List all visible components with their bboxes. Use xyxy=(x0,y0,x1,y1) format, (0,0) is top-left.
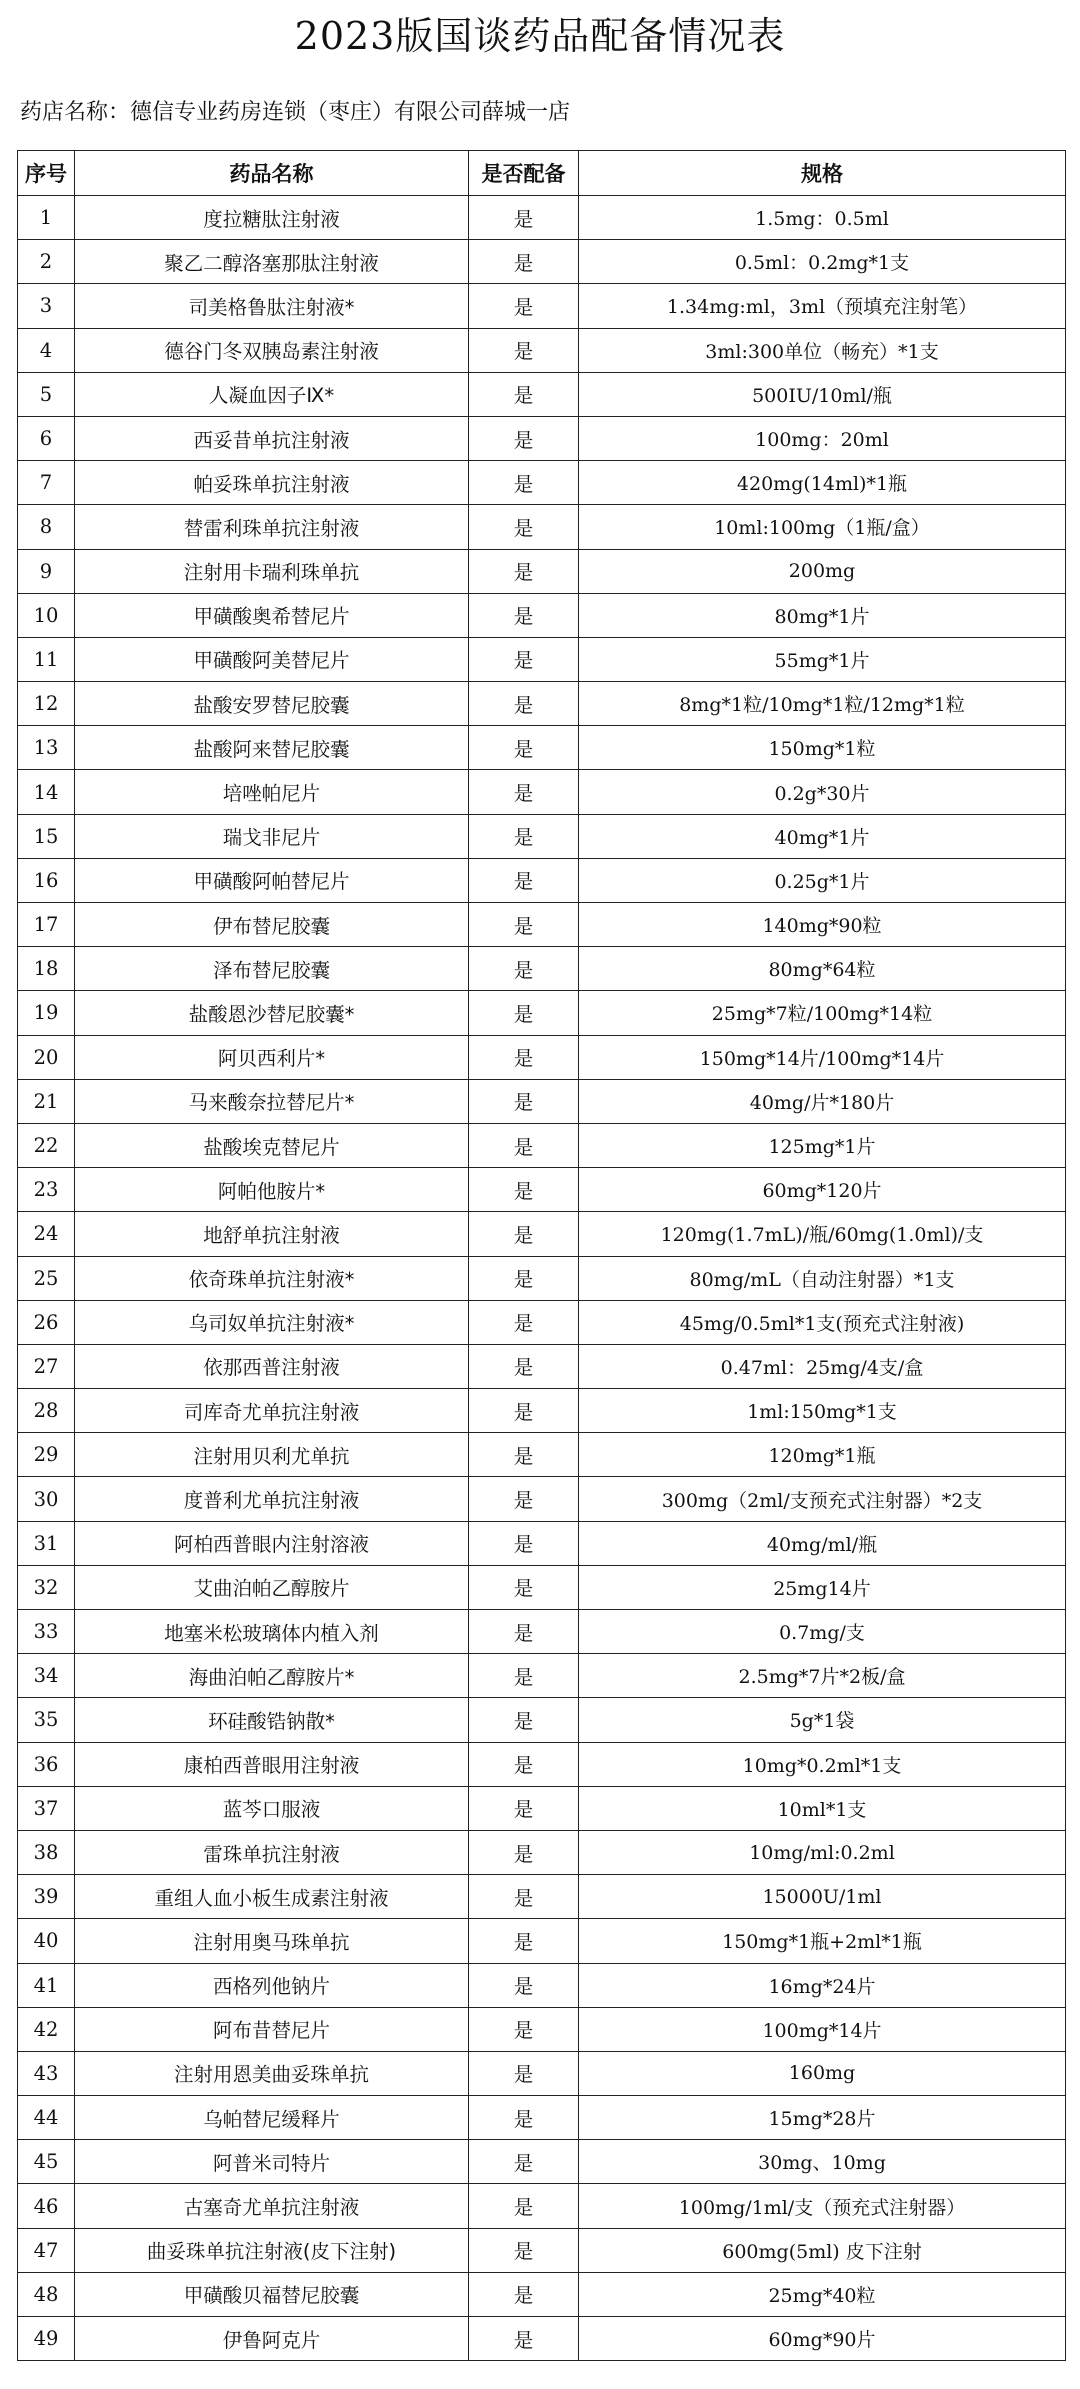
cell-stocked: 是 xyxy=(469,770,579,814)
cell-no: 21 xyxy=(18,1079,75,1123)
cell-stocked: 是 xyxy=(469,240,579,284)
drug-table xyxy=(17,150,1066,2361)
table-row xyxy=(18,1565,1066,1609)
cell-no: 33 xyxy=(18,1610,75,1654)
header-no: 序号 xyxy=(18,151,75,196)
cell-stocked: 是 xyxy=(469,2272,579,2316)
cell-stocked: 是 xyxy=(469,637,579,681)
cell-no: 13 xyxy=(18,726,75,770)
cell-spec: 1.5mg：0.5ml xyxy=(579,196,1066,240)
cell-no: 8 xyxy=(18,505,75,549)
table-row xyxy=(18,770,1066,814)
cell-stocked: 是 xyxy=(469,1875,579,1919)
cell-stocked: 是 xyxy=(469,1123,579,1167)
cell-spec: 25mg*7粒/100mg*14粒 xyxy=(579,991,1066,1035)
cell-spec: 100mg：20ml xyxy=(579,416,1066,460)
cell-stocked: 是 xyxy=(469,1035,579,1079)
cell-spec: 60mg*90片 xyxy=(579,2317,1066,2361)
cell-no: 20 xyxy=(18,1035,75,1079)
cell-drug-name: 西格列他钠片 xyxy=(75,1963,469,2007)
header-stocked: 是否配备 xyxy=(469,151,579,196)
cell-spec: 25mg*40粒 xyxy=(579,2272,1066,2316)
cell-no: 48 xyxy=(18,2272,75,2316)
cell-no: 47 xyxy=(18,2228,75,2272)
cell-drug-name: 西妥昔单抗注射液 xyxy=(75,416,469,460)
cell-spec: 55mg*1片 xyxy=(579,637,1066,681)
cell-stocked: 是 xyxy=(469,2007,579,2051)
cell-spec: 10mg*0.2ml*1支 xyxy=(579,1742,1066,1786)
store-name-line: 药店名称：德信专业药房连锁（枣庄）有限公司薛城一店 xyxy=(20,100,571,125)
table-row xyxy=(18,1123,1066,1167)
cell-stocked: 是 xyxy=(469,549,579,593)
cell-stocked: 是 xyxy=(469,2228,579,2272)
cell-spec: 40mg/ml/瓶 xyxy=(579,1521,1066,1565)
table-row xyxy=(18,1256,1066,1300)
cell-no: 44 xyxy=(18,2096,75,2140)
cell-spec: 2.5mg*7片*2板/盒 xyxy=(579,1654,1066,1698)
table-row xyxy=(18,991,1066,1035)
cell-stocked: 是 xyxy=(469,593,579,637)
cell-no: 27 xyxy=(18,1344,75,1388)
cell-no: 28 xyxy=(18,1389,75,1433)
table-body xyxy=(18,196,1066,2361)
cell-spec: 200mg xyxy=(579,549,1066,593)
cell-stocked: 是 xyxy=(469,682,579,726)
table-row xyxy=(18,1963,1066,2007)
cell-no: 18 xyxy=(18,947,75,991)
cell-drug-name: 盐酸安罗替尼胶囊 xyxy=(75,682,469,726)
cell-stocked: 是 xyxy=(469,1919,579,1963)
cell-stocked: 是 xyxy=(469,1565,579,1609)
cell-stocked: 是 xyxy=(469,416,579,460)
table-row xyxy=(18,461,1066,505)
cell-drug-name: 盐酸阿来替尼胶囊 xyxy=(75,726,469,770)
table-row xyxy=(18,1875,1066,1919)
cell-stocked: 是 xyxy=(469,1830,579,1874)
table-row xyxy=(18,682,1066,726)
cell-stocked: 是 xyxy=(469,1433,579,1477)
table-row xyxy=(18,1433,1066,1477)
cell-spec: 45mg/0.5ml*1支(预充式注射液) xyxy=(579,1300,1066,1344)
cell-drug-name: 盐酸埃克替尼片 xyxy=(75,1123,469,1167)
cell-stocked: 是 xyxy=(469,2051,579,2095)
cell-spec: 100mg/1ml/支（预充式注射器） xyxy=(579,2184,1066,2228)
cell-drug-name: 司美格鲁肽注射液* xyxy=(75,284,469,328)
cell-no: 43 xyxy=(18,2051,75,2095)
cell-stocked: 是 xyxy=(469,1212,579,1256)
cell-spec: 300mg（2ml/支预充式注射器）*2支 xyxy=(579,1477,1066,1521)
cell-spec: 0.2g*30片 xyxy=(579,770,1066,814)
cell-spec: 100mg*14片 xyxy=(579,2007,1066,2051)
cell-drug-name: 甲磺酸阿帕替尼片 xyxy=(75,858,469,902)
table-row xyxy=(18,1389,1066,1433)
cell-stocked: 是 xyxy=(469,461,579,505)
table-row xyxy=(18,1919,1066,1963)
cell-stocked: 是 xyxy=(469,1168,579,1212)
cell-no: 40 xyxy=(18,1919,75,1963)
cell-no: 12 xyxy=(18,682,75,726)
cell-no: 38 xyxy=(18,1830,75,1874)
table-row xyxy=(18,903,1066,947)
header-spec: 规格 xyxy=(579,151,1066,196)
table-row xyxy=(18,1079,1066,1123)
cell-drug-name: 聚乙二醇洛塞那肽注射液 xyxy=(75,240,469,284)
table-row xyxy=(18,1212,1066,1256)
cell-drug-name: 阿布昔替尼片 xyxy=(75,2007,469,2051)
cell-spec: 120mg(1.7mL)/瓶/60mg(1.0ml)/支 xyxy=(579,1212,1066,1256)
cell-drug-name: 注射用贝利尤单抗 xyxy=(75,1433,469,1477)
cell-drug-name: 培唑帕尼片 xyxy=(75,770,469,814)
cell-no: 7 xyxy=(18,461,75,505)
table-row xyxy=(18,947,1066,991)
cell-spec: 15000U/1ml xyxy=(579,1875,1066,1919)
table-row xyxy=(18,1698,1066,1742)
cell-stocked: 是 xyxy=(469,1698,579,1742)
table-row xyxy=(18,240,1066,284)
table-row xyxy=(18,1830,1066,1874)
cell-no: 17 xyxy=(18,903,75,947)
cell-drug-name: 注射用奥马珠单抗 xyxy=(75,1919,469,1963)
cell-stocked: 是 xyxy=(469,328,579,372)
cell-no: 32 xyxy=(18,1565,75,1609)
cell-no: 36 xyxy=(18,1742,75,1786)
cell-drug-name: 地塞米松玻璃体内植入剂 xyxy=(75,1610,469,1654)
cell-drug-name: 阿普米司特片 xyxy=(75,2140,469,2184)
cell-drug-name: 注射用恩美曲妥珠单抗 xyxy=(75,2051,469,2095)
cell-no: 24 xyxy=(18,1212,75,1256)
cell-spec: 80mg*1片 xyxy=(579,593,1066,637)
cell-spec: 30mg、10mg xyxy=(579,2140,1066,2184)
table-row xyxy=(18,1610,1066,1654)
cell-spec: 3ml:300单位（畅充）*1支 xyxy=(579,328,1066,372)
cell-drug-name: 替雷利珠单抗注射液 xyxy=(75,505,469,549)
cell-no: 3 xyxy=(18,284,75,328)
cell-spec: 10ml*1支 xyxy=(579,1786,1066,1830)
cell-spec: 150mg*1粒 xyxy=(579,726,1066,770)
cell-drug-name: 人凝血因子Ⅸ* xyxy=(75,372,469,416)
cell-no: 49 xyxy=(18,2317,75,2361)
table-row xyxy=(18,2140,1066,2184)
cell-drug-name: 重组人血小板生成素注射液 xyxy=(75,1875,469,1919)
cell-drug-name: 环硅酸锆钠散* xyxy=(75,1698,469,1742)
table-row xyxy=(18,814,1066,858)
cell-no: 5 xyxy=(18,372,75,416)
cell-stocked: 是 xyxy=(469,903,579,947)
cell-spec: 120mg*1瓶 xyxy=(579,1433,1066,1477)
cell-drug-name: 瑞戈非尼片 xyxy=(75,814,469,858)
table-row xyxy=(18,1300,1066,1344)
table-row xyxy=(18,328,1066,372)
table-row xyxy=(18,2051,1066,2095)
cell-no: 39 xyxy=(18,1875,75,1919)
header-drug-name: 药品名称 xyxy=(75,151,469,196)
cell-drug-name: 艾曲泊帕乙醇胺片 xyxy=(75,1565,469,1609)
cell-stocked: 是 xyxy=(469,1963,579,2007)
cell-stocked: 是 xyxy=(469,505,579,549)
cell-stocked: 是 xyxy=(469,2096,579,2140)
cell-spec: 40mg/片*180片 xyxy=(579,1079,1066,1123)
cell-stocked: 是 xyxy=(469,1300,579,1344)
cell-spec: 600mg(5ml) 皮下注射 xyxy=(579,2228,1066,2272)
cell-spec: 1ml:150mg*1支 xyxy=(579,1389,1066,1433)
cell-spec: 16mg*24片 xyxy=(579,1963,1066,2007)
cell-no: 11 xyxy=(18,637,75,681)
cell-no: 25 xyxy=(18,1256,75,1300)
table-row xyxy=(18,1168,1066,1212)
cell-stocked: 是 xyxy=(469,1477,579,1521)
table-row xyxy=(18,505,1066,549)
table-row xyxy=(18,2317,1066,2361)
cell-drug-name: 康柏西普眼用注射液 xyxy=(75,1742,469,1786)
table-row xyxy=(18,2228,1066,2272)
cell-drug-name: 伊鲁阿克片 xyxy=(75,2317,469,2361)
cell-no: 2 xyxy=(18,240,75,284)
table-row xyxy=(18,2007,1066,2051)
cell-spec: 0.47ml：25mg/4支/盒 xyxy=(579,1344,1066,1388)
cell-stocked: 是 xyxy=(469,991,579,1035)
cell-drug-name: 度普利尤单抗注射液 xyxy=(75,1477,469,1521)
cell-drug-name: 帕妥珠单抗注射液 xyxy=(75,461,469,505)
cell-drug-name: 注射用卡瑞利珠单抗 xyxy=(75,549,469,593)
cell-drug-name: 司库奇尤单抗注射液 xyxy=(75,1389,469,1433)
table-row xyxy=(18,372,1066,416)
cell-spec: 420mg(14ml)*1瓶 xyxy=(579,461,1066,505)
table-row xyxy=(18,858,1066,902)
cell-spec: 0.7mg/支 xyxy=(579,1610,1066,1654)
table-row xyxy=(18,726,1066,770)
cell-stocked: 是 xyxy=(469,284,579,328)
table-row xyxy=(18,284,1066,328)
table-row xyxy=(18,196,1066,240)
cell-no: 46 xyxy=(18,2184,75,2228)
cell-drug-name: 伊布替尼胶囊 xyxy=(75,903,469,947)
cell-no: 31 xyxy=(18,1521,75,1565)
cell-drug-name: 阿帕他胺片* xyxy=(75,1168,469,1212)
cell-stocked: 是 xyxy=(469,1786,579,1830)
cell-stocked: 是 xyxy=(469,947,579,991)
cell-drug-name: 蓝芩口服液 xyxy=(75,1786,469,1830)
cell-spec: 80mg/mL（自动注射器）*1支 xyxy=(579,1256,1066,1300)
cell-no: 29 xyxy=(18,1433,75,1477)
cell-spec: 10mg/ml:0.2ml xyxy=(579,1830,1066,1874)
table-row xyxy=(18,1477,1066,1521)
cell-stocked: 是 xyxy=(469,1079,579,1123)
cell-no: 35 xyxy=(18,1698,75,1742)
cell-no: 23 xyxy=(18,1168,75,1212)
cell-drug-name: 度拉糖肽注射液 xyxy=(75,196,469,240)
cell-stocked: 是 xyxy=(469,196,579,240)
table-row xyxy=(18,2272,1066,2316)
cell-no: 15 xyxy=(18,814,75,858)
cell-no: 9 xyxy=(18,549,75,593)
cell-spec: 160mg xyxy=(579,2051,1066,2095)
cell-drug-name: 阿柏西普眼内注射溶液 xyxy=(75,1521,469,1565)
cell-stocked: 是 xyxy=(469,1389,579,1433)
cell-no: 14 xyxy=(18,770,75,814)
cell-stocked: 是 xyxy=(469,372,579,416)
cell-spec: 125mg*1片 xyxy=(579,1123,1066,1167)
cell-no: 1 xyxy=(18,196,75,240)
cell-no: 34 xyxy=(18,1654,75,1698)
cell-spec: 60mg*120片 xyxy=(579,1168,1066,1212)
cell-spec: 150mg*1瓶+2ml*1瓶 xyxy=(579,1919,1066,1963)
cell-spec: 40mg*1片 xyxy=(579,814,1066,858)
cell-spec: 15mg*28片 xyxy=(579,2096,1066,2140)
cell-no: 42 xyxy=(18,2007,75,2051)
cell-spec: 25mg14片 xyxy=(579,1565,1066,1609)
table-row xyxy=(18,1742,1066,1786)
cell-no: 30 xyxy=(18,1477,75,1521)
table-row xyxy=(18,549,1066,593)
cell-spec: 80mg*64粒 xyxy=(579,947,1066,991)
cell-stocked: 是 xyxy=(469,2140,579,2184)
cell-spec: 10ml:100mg（1瓶/盒） xyxy=(579,505,1066,549)
cell-drug-name: 依那西普注射液 xyxy=(75,1344,469,1388)
cell-drug-name: 雷珠单抗注射液 xyxy=(75,1830,469,1874)
cell-drug-name: 盐酸恩沙替尼胶囊* xyxy=(75,991,469,1035)
cell-drug-name: 甲磺酸阿美替尼片 xyxy=(75,637,469,681)
cell-no: 6 xyxy=(18,416,75,460)
cell-no: 41 xyxy=(18,1963,75,2007)
cell-drug-name: 乌帕替尼缓释片 xyxy=(75,2096,469,2140)
table-header-row xyxy=(18,151,1066,196)
cell-stocked: 是 xyxy=(469,726,579,770)
cell-drug-name: 阿贝西利片* xyxy=(75,1035,469,1079)
table-row xyxy=(18,637,1066,681)
table-row xyxy=(18,1654,1066,1698)
cell-drug-name: 依奇珠单抗注射液* xyxy=(75,1256,469,1300)
cell-stocked: 是 xyxy=(469,858,579,902)
cell-spec: 140mg*90粒 xyxy=(579,903,1066,947)
cell-spec: 0.25g*1片 xyxy=(579,858,1066,902)
table-row xyxy=(18,1344,1066,1388)
cell-no: 16 xyxy=(18,858,75,902)
page-title: 2023版国谈药品配备情况表 xyxy=(294,14,786,58)
table-row xyxy=(18,1521,1066,1565)
cell-drug-name: 甲磺酸奥希替尼片 xyxy=(75,593,469,637)
cell-stocked: 是 xyxy=(469,1344,579,1388)
cell-stocked: 是 xyxy=(469,1654,579,1698)
cell-stocked: 是 xyxy=(469,1256,579,1300)
cell-no: 10 xyxy=(18,593,75,637)
cell-spec: 5g*1袋 xyxy=(579,1698,1066,1742)
cell-no: 4 xyxy=(18,328,75,372)
cell-drug-name: 地舒单抗注射液 xyxy=(75,1212,469,1256)
table-row xyxy=(18,593,1066,637)
cell-spec: 500IU/10ml/瓶 xyxy=(579,372,1066,416)
cell-drug-name: 甲磺酸贝福替尼胶囊 xyxy=(75,2272,469,2316)
cell-no: 26 xyxy=(18,1300,75,1344)
cell-stocked: 是 xyxy=(469,2184,579,2228)
cell-drug-name: 海曲泊帕乙醇胺片* xyxy=(75,1654,469,1698)
cell-spec: 1.34mg:ml，3ml（预填充注射笔） xyxy=(579,284,1066,328)
cell-stocked: 是 xyxy=(469,1521,579,1565)
table-row xyxy=(18,1786,1066,1830)
cell-stocked: 是 xyxy=(469,1610,579,1654)
cell-spec: 8mg*1粒/10mg*1粒/12mg*1粒 xyxy=(579,682,1066,726)
table-row xyxy=(18,2096,1066,2140)
cell-drug-name: 马来酸奈拉替尼片* xyxy=(75,1079,469,1123)
cell-no: 45 xyxy=(18,2140,75,2184)
cell-drug-name: 古塞奇尤单抗注射液 xyxy=(75,2184,469,2228)
table-row xyxy=(18,1035,1066,1079)
cell-drug-name: 曲妥珠单抗注射液(皮下注射) xyxy=(75,2228,469,2272)
cell-stocked: 是 xyxy=(469,2317,579,2361)
cell-no: 37 xyxy=(18,1786,75,1830)
cell-drug-name: 泽布替尼胶囊 xyxy=(75,947,469,991)
cell-drug-name: 德谷门冬双胰岛素注射液 xyxy=(75,328,469,372)
cell-spec: 0.5ml：0.2mg*1支 xyxy=(579,240,1066,284)
cell-no: 19 xyxy=(18,991,75,1035)
cell-stocked: 是 xyxy=(469,1742,579,1786)
table-row xyxy=(18,416,1066,460)
cell-no: 22 xyxy=(18,1123,75,1167)
cell-stocked: 是 xyxy=(469,814,579,858)
cell-drug-name: 乌司奴单抗注射液* xyxy=(75,1300,469,1344)
table-row xyxy=(18,2184,1066,2228)
cell-spec: 150mg*14片/100mg*14片 xyxy=(579,1035,1066,1079)
